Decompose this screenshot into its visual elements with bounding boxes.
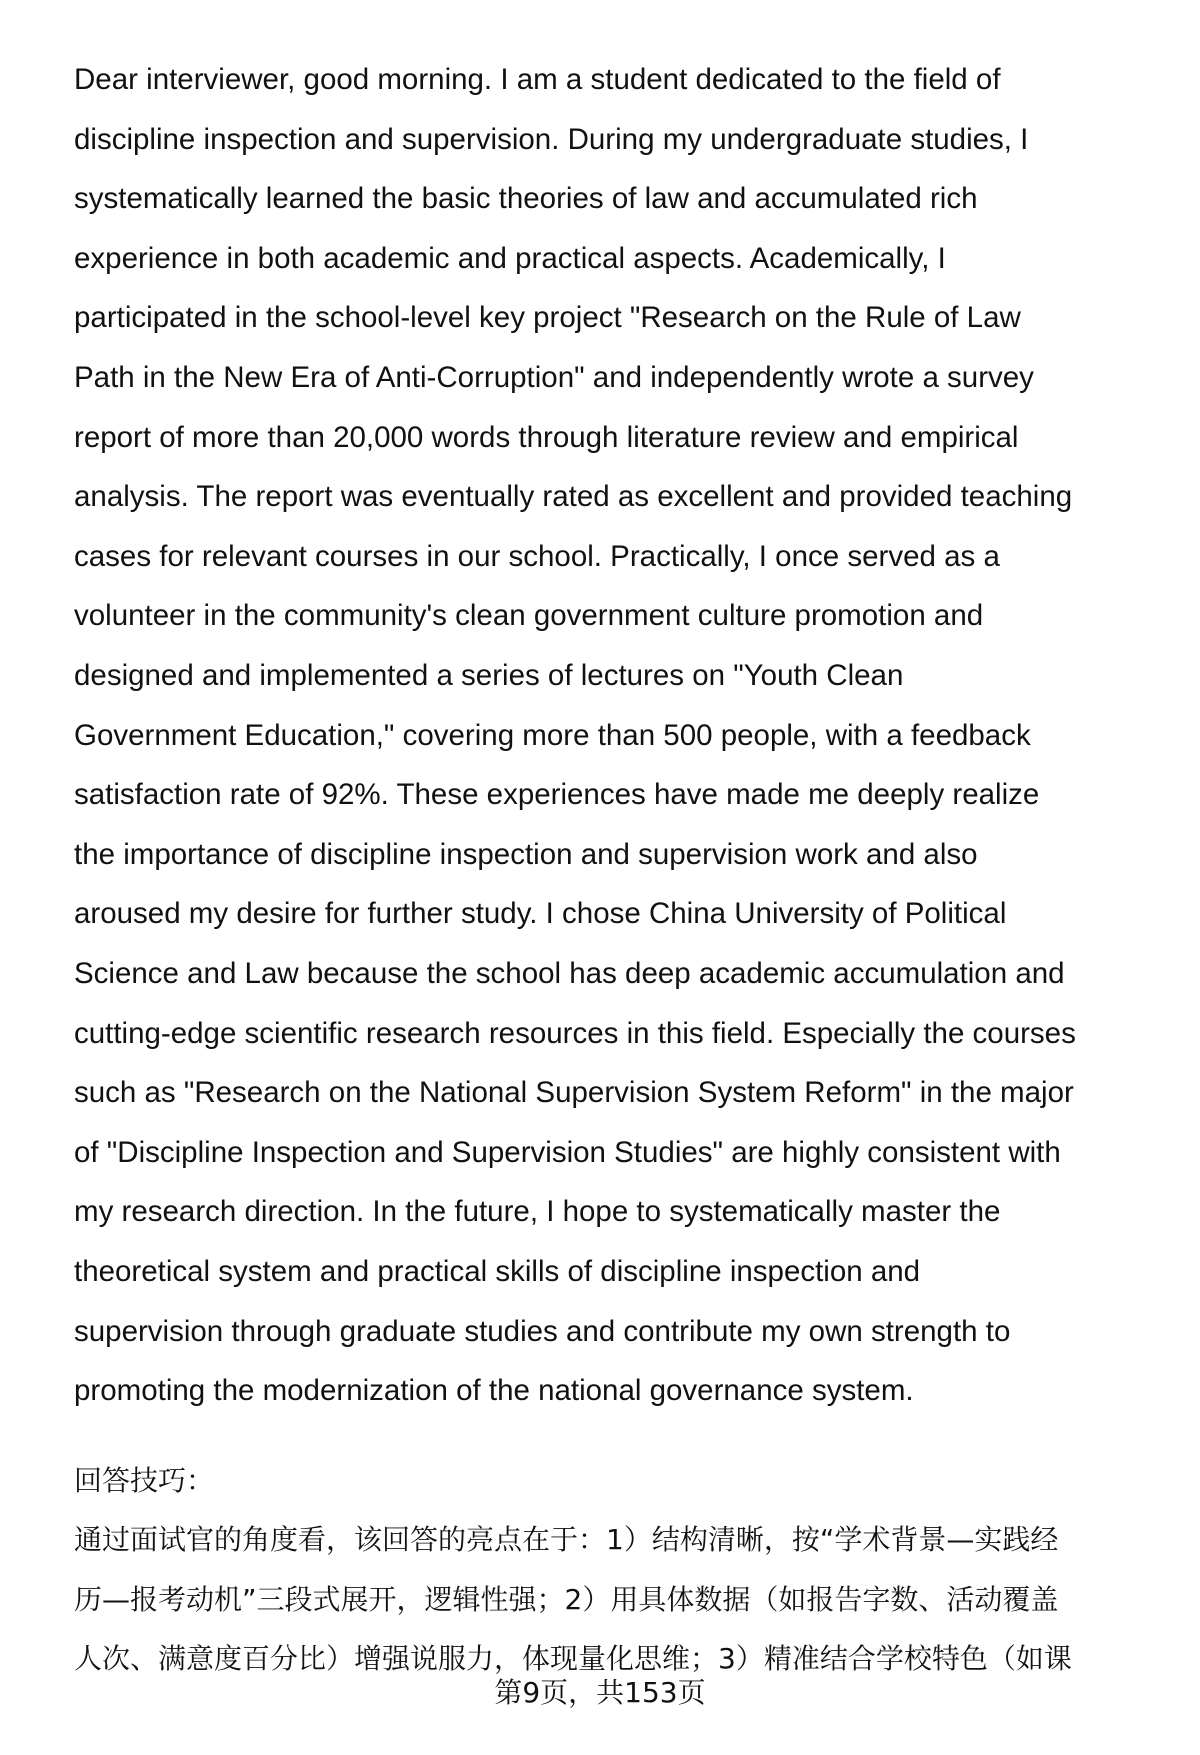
answer-line: discipline inspection and supervision. During my undergraduate studies, I (74, 122, 1029, 156)
answer-line: report of more than 20,000 words through literature review and empirical (74, 420, 1019, 454)
answer-line: systematically learned the basic theories of law and accumulated rich (74, 182, 978, 216)
answer-line: cases for relevant courses in our school. Practically, I once served as a (74, 539, 1000, 573)
answer-line: Path in the New Era of Anti-Corruption" and independently wrote a survey (74, 361, 1034, 394)
tips-line: 通过面试官的角度看，该回答的亮点在于：1）结构清晰，按“学术背景—实践经 (74, 1523, 1059, 1556)
answer-line: theoretical system and practical skills of discipline inspection and (74, 1255, 921, 1288)
answer-line: such as "Research on the National Supervision System Reform" in the major (74, 1076, 1074, 1110)
answer-line: designed and implemented a series of lectures on "Youth Clean (74, 659, 904, 692)
answer-line: Science and Law because the school has deep academic accumulation and (74, 957, 1065, 990)
answer-line: Government Education," covering more than 500 people, with a feedback (74, 718, 1031, 752)
answer-line: satisfaction rate of 92%. These experiences have made me deeply realize (74, 778, 1040, 812)
answer-line: the importance of discipline inspection and supervision work and also (74, 837, 978, 871)
answer-line: participated in the school-level key project "Research on the Rule of Law (74, 301, 1021, 335)
answer-line: promoting the modernization of the national governance system. (74, 1374, 914, 1408)
answer-line: my research direction. In the future, I hope to systematically master the (74, 1195, 1001, 1229)
answer-line: supervision through graduate studies and contribute my own strength to (74, 1314, 1011, 1348)
answer-line: analysis. The report was eventually rated as excellent and provided teaching (74, 480, 1073, 514)
answer-line: volunteer in the community's clean government culture promotion and (74, 599, 984, 633)
answer-line: aroused my desire for further study. I chose China University of Political (74, 897, 1007, 931)
answer-line: Dear interviewer, good morning. I am a student dedicated to the field of (74, 63, 1001, 96)
answer-line: cutting-edge scientific research resources in this field. Especially the courses (74, 1016, 1076, 1050)
tips-heading: 回答技巧： (74, 1464, 215, 1497)
tips-line: 历—报考动机”三段式展开，逻辑性强；2）用具体数据（如报告字数、活动覆盖 (74, 1583, 1059, 1616)
tips-line: 人次、满意度百分比）增强说服力，体现量化思维；3）精准结合学校特色（如课 (74, 1642, 1072, 1675)
answer-line: experience in both academic and practical aspects. Academically, I (74, 241, 946, 275)
page-footer: 第9页，共153页 (494, 1676, 706, 1709)
answer-line: of "Discipline Inspection and Supervision Studies" are highly consistent with (74, 1135, 1061, 1169)
